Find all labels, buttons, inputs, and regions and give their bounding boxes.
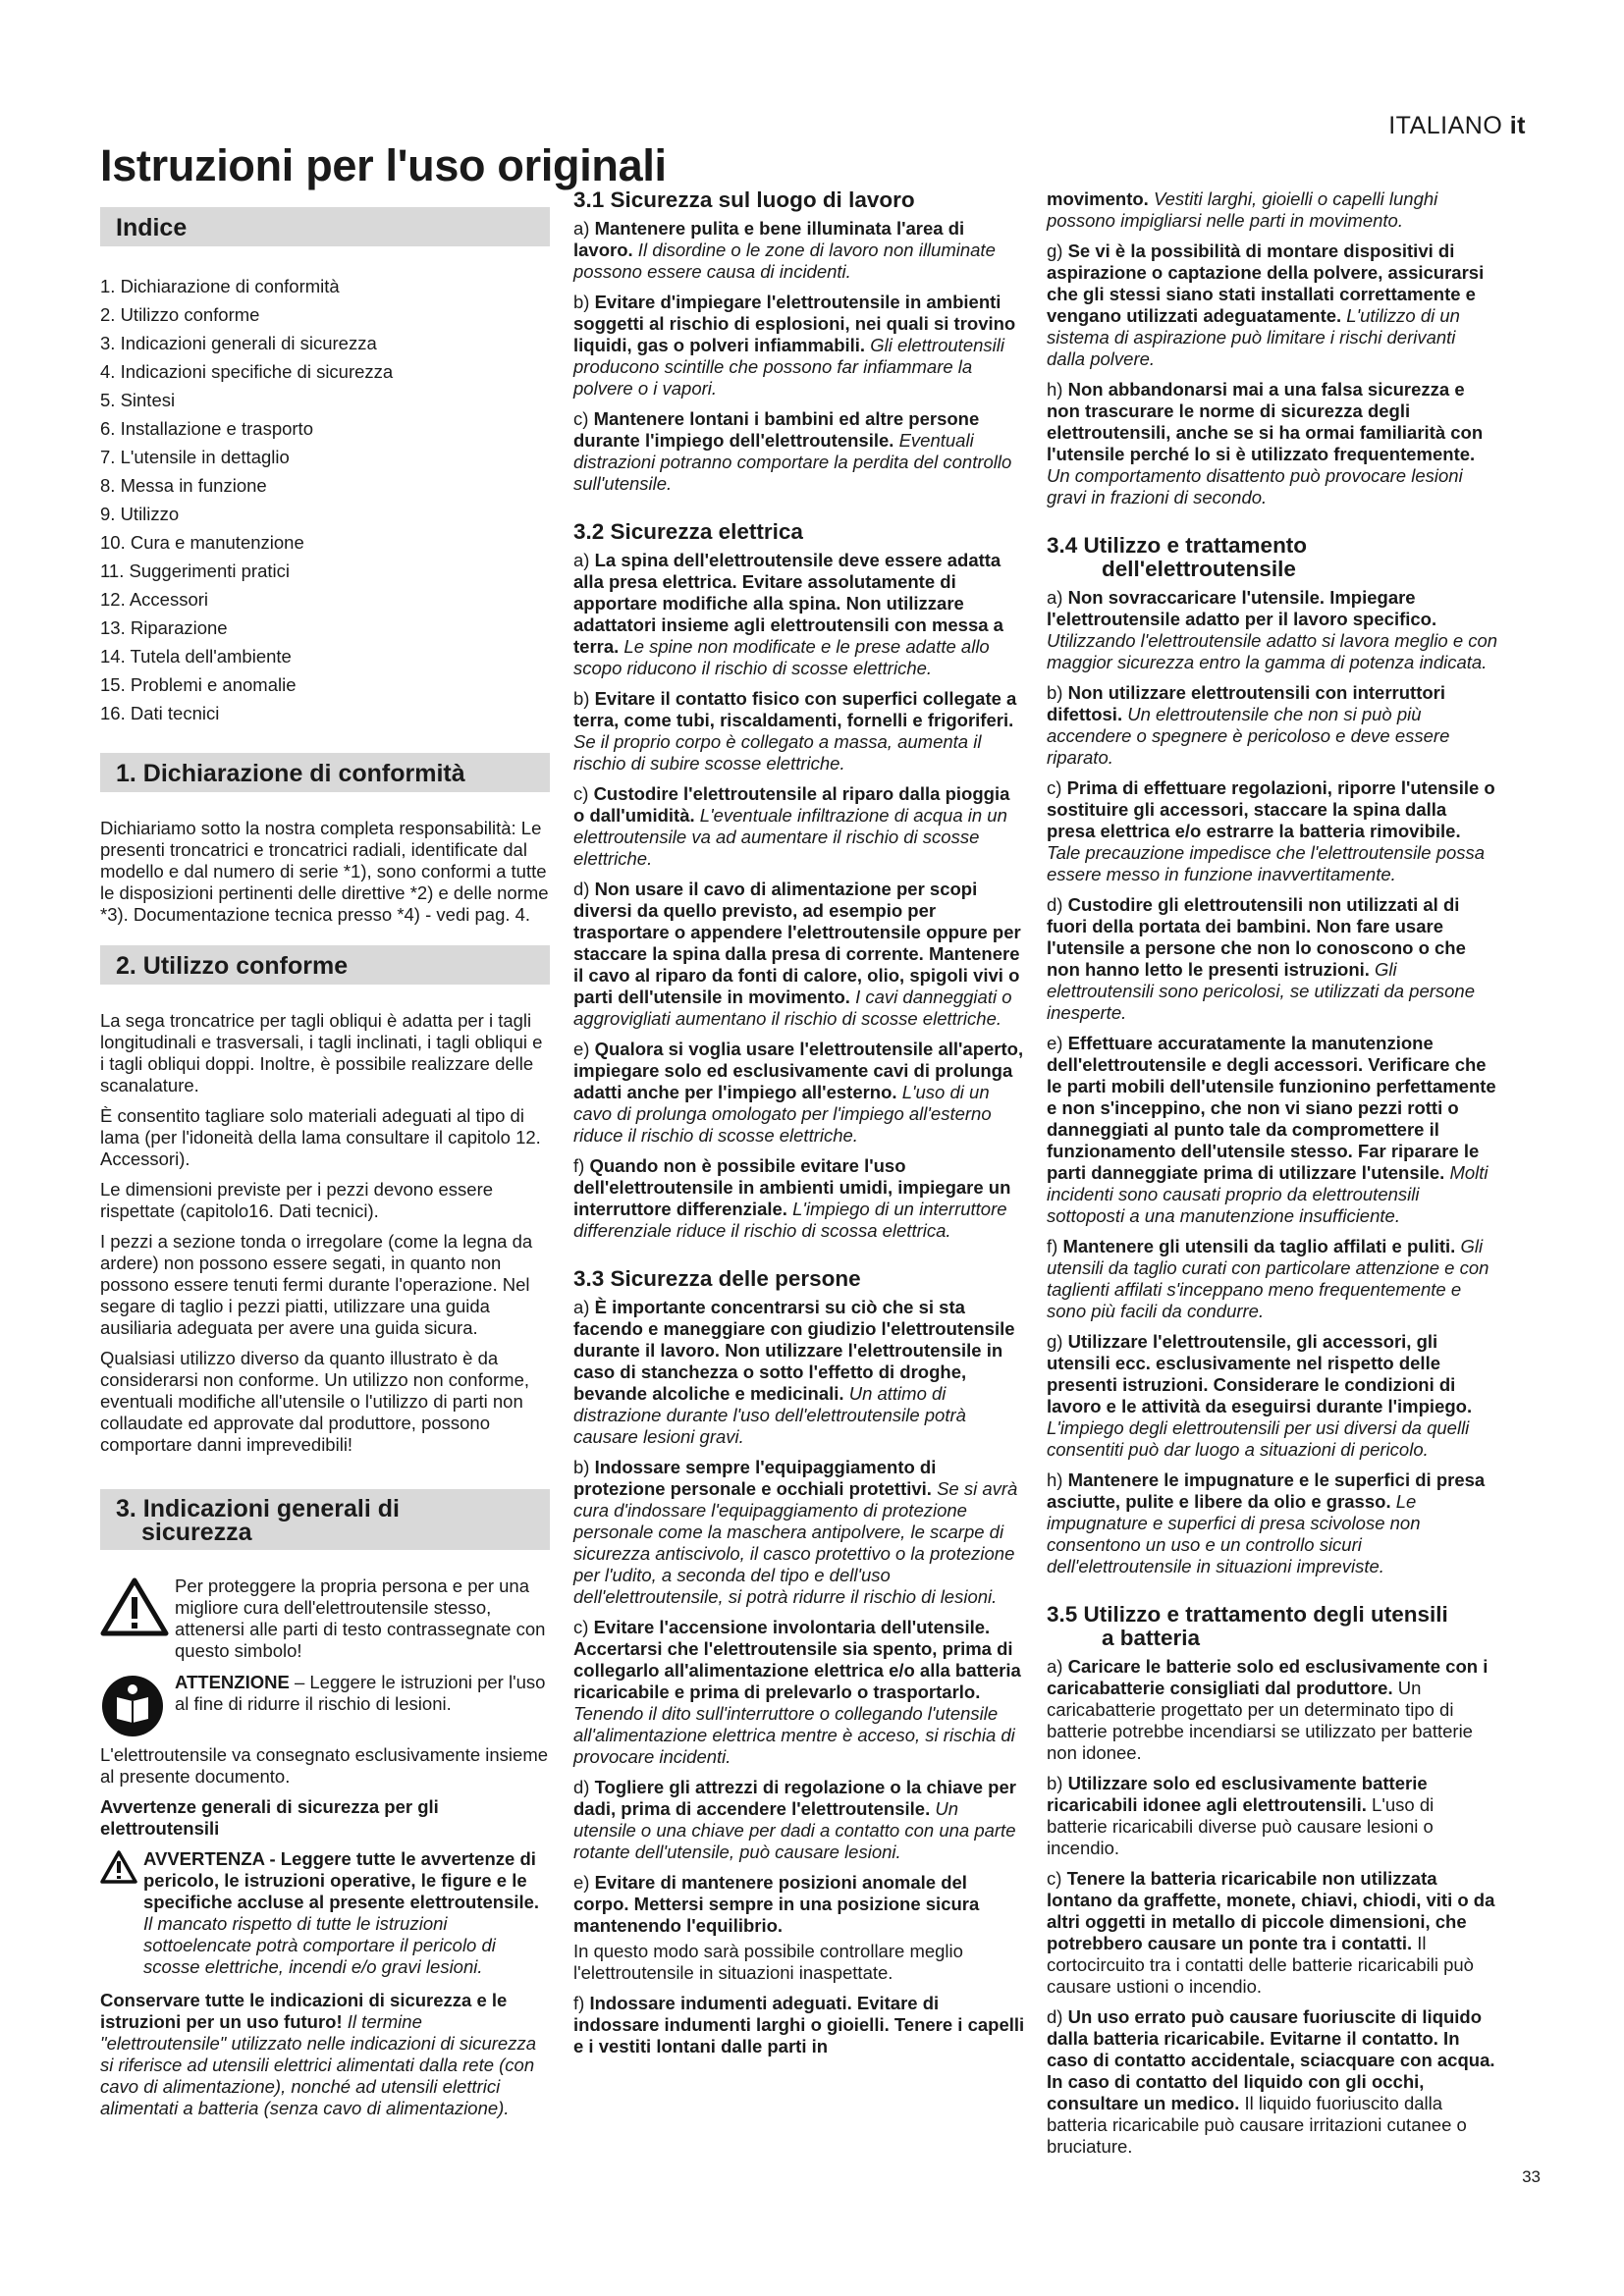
section-1-heading: 1. Dichiarazione di conformità [100,753,550,792]
safety-item: a) Mantenere pulita e bene illuminata l'area di lavoro. Il disordine o le zone di lavoro non illuminate possono essere causa di incidenti. [573,218,996,282]
index-item[interactable]: 16. Dati tecnici [100,703,220,723]
index-heading: Indice [100,207,550,246]
safety-item: c) Mantenere lontani i bambini ed altre persone durante l'impiego dell'elettroutensile. Eventuali distrazioni potranno comportare la perdita del controllo sull'utensile. [573,408,1012,494]
safety-item: a) Caricare le batterie solo ed esclusivamente con i caricabatterie consigliati dal produttore. Un caricabatterie progettato per un determinato tipo di batterie potrebbe incendiarsi se utilizzato per batterie non idonee. [1047,1656,1489,1763]
index-item[interactable]: 10. Cura e manutenzione [100,532,304,553]
safety-item: a) La spina dell'elettroutensile deve essere adatta alla presa elettrica. Evitare assolutamente di apportare modifiche alla spina. Non utilizzare adattatori insieme agli elettroutensili con messa a terra. Le spine non modificate e le prese adatte allo scopo riducono il rischio di scosse elettriche. [573,550,1003,678]
conformity-text: Dichiariamo sotto la nostra completa responsabilità: Le presenti troncatrici e troncatrici radiali, identificate dal modello e dal numero di serie *1), sono conformi a tutte le disposizioni pertinenti delle direttive *2) e delle norme *3). Documentazione tecnica presso *4) - vedi pag. 4. [100,818,549,925]
safety-item: d) Custodire gli elettroutensili non utilizzati al di fuori della portata dei bambini. Non fare usare l'utensile a persone che non lo conoscono o che non hanno letto le presenti istruzioni. Gli elettroutensili sono pericolosi, se utilizzati da persone inesperte. [1047,894,1476,1023]
warning-note: Per proteggere la propria persona e per una migliore cura dell'elettroutensile stesso, attenersi alle parti di testo contrassegnate con questo simbolo! [100,1575,550,1662]
safety-item: d) Togliere gli attrezzi di regolazione o la chiave per dadi, prima di accendere l'elettroutensile. Un utensile o una chiave per dadi a contatto con una parte rotante dell'utensile, può causare lesioni. [573,1777,1016,1862]
safety-item: g) Utilizzare l'elettroutensile, gli accessori, gli utensili ecc. esclusivamente nel rispetto delle presenti istruzioni. Considerare le condizioni di lavoro e le attività da eseguirsi durante l'impiego. L'impiego degli elettroutensili per usi diversi da quelli consentiti può dar luogo a situazioni di pericolo. [1047,1331,1473,1460]
index-item[interactable]: 5. Sintesi [100,390,176,410]
read-manual-note: ATTENZIONE – Leggere le istruzioni per l'uso al fine di ridurre il rischio di lesioni. [100,1672,550,1736]
safety-item-continued: movimento. Vestiti larghi, gioielli o capelli lunghi possono impigliarsi nelle parti in movimento. [1047,188,1438,231]
warning-triangle-icon [100,1850,137,1889]
language-label: ITALIANO it [1388,112,1526,139]
safety-item: c) Evitare l'accensione involontaria dell'utensile. Accertarsi che l'elettroutensile sia spento, prima di collegarlo all'alimentazione elettrica e/o alla batteria ricaricabile e prima di prelevarlo o trasportarlo. Tenendo il dito sull'interruttore o collegando l'utensile all'alimentazione elettrica mentre è acceso, si rischia di provocare incidenti. [573,1617,1021,1767]
safety-item: a) È importante concentrarsi su ciò che si sta facendo e maneggiare con giudizio l'elettroutensile durante il lavoro. Non utilizzare l'elettroutensile in caso di stanchezza o sotto l'effetto di droghe, bevande alcoliche e medicinali. Un attimo di distrazione durante l'uso dell'elettroutensile potrà causare lesioni gravi. [573,1297,1015,1447]
index-item[interactable]: 15. Problemi e anomalie [100,674,297,695]
safety-item: d) Un uso errato può causare fuoriuscite di liquido dalla batteria ricaricabile. Evitarne il contatto. In caso di contatto accidentale, sciacquare con acqua. In caso di contatto del liquido con gli occhi, consultare un medico. Il liquido fuoriuscito dalla batteria ricaricabile può causare irritazioni cutanee o bruciature. [1047,2006,1495,2157]
index-item[interactable]: 3. Indicazioni generali di sicurezza [100,333,377,353]
section-2-heading: 2. Utilizzo conforme [100,945,550,985]
safety-item: b) Non utilizzare elettroutensili con interruttori difettosi. Un elettroutensile che non si può più accendere o spegnere è pericoloso e deve essere riparato. [1047,682,1450,768]
safety-item: g) Se vi è la possibilità di montare dispositivi di aspirazione o captazione della polvere, assicurarsi che gli stessi siano stati installati correttamente e vengano utilizzati adeguatamente. L'utilizzo di un sistema di aspirazione può limitare i rischi derivanti dalla polvere. [1047,240,1485,369]
safety-item: h) Non abbandonarsi mai a una falsa sicurezza e non trascurare le norme di sicurezza degli elettroutensili, anche se si ha ormai familiarità con l'utensile perché lo si è utilizzato frequentemente. Un comportamento disattento può provocare lesioni gravi in frazioni di secondo. [1047,379,1484,507]
column-right [1047,188,1498,2166]
safety-item: e) Evitare di mantenere posizioni anomale del corpo. Mettersi sempre in una posizione sicura mantenendo l'equilibrio. [573,1872,980,1936]
index-item[interactable]: 12. Accessori [100,589,209,610]
index-item[interactable]: 4. Indicazioni specifiche di sicurezza [100,361,394,382]
section-3-1-heading: 3.1 Sicurezza sul luogo di lavoro [573,187,915,212]
safety-item: b) Utilizzare solo ed esclusivamente batterie ricaricabili idonee agli elettroutensili. L'uso di batterie ricaricabili diverse può causare lesioni o incendio. [1047,1773,1435,1858]
paragraph: I pezzi a sezione tonda o irregolare (come la legna da ardere) non possono essere segati, in quanto non possono essere tenuti fermi durante l'operazione. Nel segare di taglio i pezzi piatti, utilizzare una guida ausiliaria adeguata per avere una guida sicura. [100,1231,533,1338]
safety-item: h) Mantenere le impugnature e le superfici di presa asciutte, pulite e libere da olio e grasso. Le impugnature e superfici di presa scivolose non consentono un uso e un controllo sicuri dell'elettroutensile in situazioni impreviste. [1047,1469,1486,1576]
safety-item: c) Custodire l'elettroutensile al riparo dalla pioggia o dall'umidità. L'eventuale infiltrazione di acqua in un elettroutensile va ad aumentare il rischio di scosse elettriche. [573,783,1010,869]
safety-item: b) Evitare d'impiegare l'elettroutensile in ambienti soggetti al rischio di esplosioni, nei quali si trovino liquidi, gas o polveri infiammabili. Gli elettroutensili producono scintille che possono far infiammare la polvere o i vapori. [573,292,1016,399]
avvertenza-note: AVVERTENZA - Leggere tutte le avvertenze di pericolo, le istruzioni operative, le figure e le specifiche accluse al presente elettroutensile. Il mancato rispetto di tutte le istruzioni sottoelencate potrà comportare il pericolo di scosse elettriche, incendi e/o gravi lesioni. [100,1848,550,1978]
safety-item: a) Non sovraccaricare l'utensile. Impiegare l'elettroutensile adatto per il lavoro specifico. Utilizzando l'elettroutensile adatto si lavora meglio e con maggior sicurezza entro la gamma di potenza indicata. [1047,587,1498,672]
safety-item: f) Mantenere gli utensili da taglio affilati e puliti. Gli utensili da taglio curati con particolare attenzione e con taglienti affilati s'inceppano meno frequentemente e sono più facili da condurre. [1047,1236,1489,1321]
warning-triangle-icon [100,1577,169,1641]
index-item[interactable]: 6. Installazione e trasporto [100,418,313,439]
paragraph: L'elettroutensile va consegnato esclusivamente insieme al presente documento. [100,1744,549,1787]
safety-item: b) Indossare sempre l'equipaggiamento di protezione personale e occhiali protettivi. Se si avrà cura d'indossare l'equipaggiamento di protezione personale come la maschera antipolvere, le scarpe di sicurezza antiscivolo, il casco protettivo o la protezione per l'udito, a seconda del tipo e dell'uso dell'elettroutensile, si potrà ridurre il rischio di lesioni. [573,1457,1018,1607]
index-item[interactable]: 13. Riparazione [100,617,228,638]
paragraph: Qualsiasi utilizzo diverso da quanto illustrato è da considerarsi non conforme. Un utilizzo non conforme, eventuali modifiche all'utensile o l'utilizzo di parti non collaudate ed approvate dal produttore, possono comportare danni imprevedibili! [100,1348,530,1455]
read-manual-icon [100,1674,165,1743]
index-item[interactable]: 7. L'utensile in dettaglio [100,447,290,467]
section-3-5-heading: 3.5 Utilizzo e trattamento degli utensili a batteria [1047,1602,1448,1650]
paragraph: La sega troncatrice per tagli obliqui è adatta per i tagli longitudinali e trasversali, i tagli inclinati, i tagli obliqui e i tagli obliqui doppi. Inoltre, è possibile realizzare delle scanalature. [100,1010,543,1095]
section-3-3-heading: 3.3 Sicurezza delle persone [573,1266,861,1291]
paragraph: Le dimensioni previste per i pezzi devono essere rispettate (capitolo16. Dati tecnici). [100,1179,494,1221]
paragraph: In questo modo sarà possibile controllare meglio l'elettroutensile in situazioni inaspettate. [573,1941,963,1983]
safety-item: b) Evitare il contatto fisico con superfici collegate a terra, come tubi, riscaldamenti, fornelli e frigoriferi. Se il proprio corpo è collegato a massa, aumenta il rischio di subire scosse elettriche. [573,688,1017,774]
safety-item: e) Effettuare accuratamente la manutenzione dell'elettroutensile e degli accessori. Verificare che le parti mobili dell'utensile funzionino perfettamente e non s'inceppino, che non vi siano pezzi rotti o danneggiati al punto tale da compromettere il funzionamento dell'utensile stesso. Far riparare le parti danneggiate prima di utilizzare l'utensile. Molti incidenti sono causati proprio da elettroutensili sottoposti a una manutenzione insufficiente. [1047,1033,1496,1226]
index-item[interactable]: 8. Messa in funzione [100,475,267,496]
column-left [100,191,550,2128]
safety-item: c) Tenere la batteria ricaricabile non utilizzata lontano da graffette, monete, chiavi, chiodi, viti o da altri oggetti in metallo di piccole dimensioni, che potrebbero causare un ponte tra i contatti. Il cortocircuito tra i contatti delle batterie ricaricabili può causare ustioni o incendio. [1047,1868,1495,1997]
index-item[interactable]: 9. Utilizzo [100,504,180,524]
page-number: 33 [1522,2167,1541,2186]
index-item[interactable]: 14. Tutela dell'ambiente [100,646,292,667]
index-list [100,272,550,727]
section-3-heading: 3. Indicazioni generali di sicurezza [100,1489,550,1550]
index-item[interactable]: 2. Utilizzo conforme [100,304,260,325]
safety-item: f) Indossare indumenti adeguati. Evitare di indossare indumenti larghi o gioielli. Tenere i capelli e i vestiti lontani dalle parti in [573,1993,1025,2056]
paragraph: È consentito tagliare solo materiali adeguati al tipo di lama (per l'idoneità della lama consultare il capitolo 12. Accessori). [100,1105,541,1169]
section-3-2-heading: 3.2 Sicurezza elettrica [573,519,803,544]
subheading: Avvertenze generali di sicurezza per gli elettroutensili [100,1796,439,1839]
safety-item: d) Non usare il cavo di alimentazione per scopi diversi da quello previsto, ad esempio per trasportare o appendere l'elettroutensile oppure per staccare la spina dalla presa di corrente. Mantenere il cavo al riparo da fonti di calore, olio, spigoli vivi o parti dell'utensile in movimento. I cavi danneggiati o aggrovigliati aumentano il rischio di scosse elettriche. [573,879,1021,1029]
index-item[interactable]: 1. Dichiarazione di conformità [100,276,340,296]
safety-item: f) Quando non è possibile evitare l'uso dell'elettroutensile in ambienti umidi, impiegare un interruttore differenziale. L'impiego di un interruttore differenziale riduce il rischio di scossa elettrica. [573,1155,1011,1241]
column-middle [573,188,1025,2066]
safety-item: c) Prima di effettuare regolazioni, riporre l'utensile o sostituire gli accessori, staccare la spina dalla presa elettrica e/o estrarre la batteria rimovibile. Tale precauzione impedisce che l'elettroutensile possa essere messo in funzione inavvertitamente. [1047,777,1495,884]
safety-item: e) Qualora si voglia usare l'elettroutensile all'aperto, impiegare solo ed esclusivamente cavi di prolunga adatti anche per l'impiego all'esterno. L'uso di un cavo di prolunga omologato per l'impiego all'esterno riduce il rischio di scosse elettriche. [573,1039,1024,1146]
paragraph: Conservare tutte le indicazioni di sicurezza e le istruzioni per un uso futuro! Il termine "elettroutensile" utilizzato nelle indicazioni di sicurezza si riferisce ad utensili elettrici alimentati dalla rete (con cavo di alimentazione), nonché ad utensili elettrici alimentati a batteria (senza cavo di alimentazione). [100,1990,536,2118]
page-title: Istruzioni per l'uso originali [100,140,667,190]
section-3-4-heading: 3.4 Utilizzo e trattamento dell'elettroutensile [1047,533,1308,581]
index-item[interactable]: 11. Suggerimenti pratici [100,561,290,581]
